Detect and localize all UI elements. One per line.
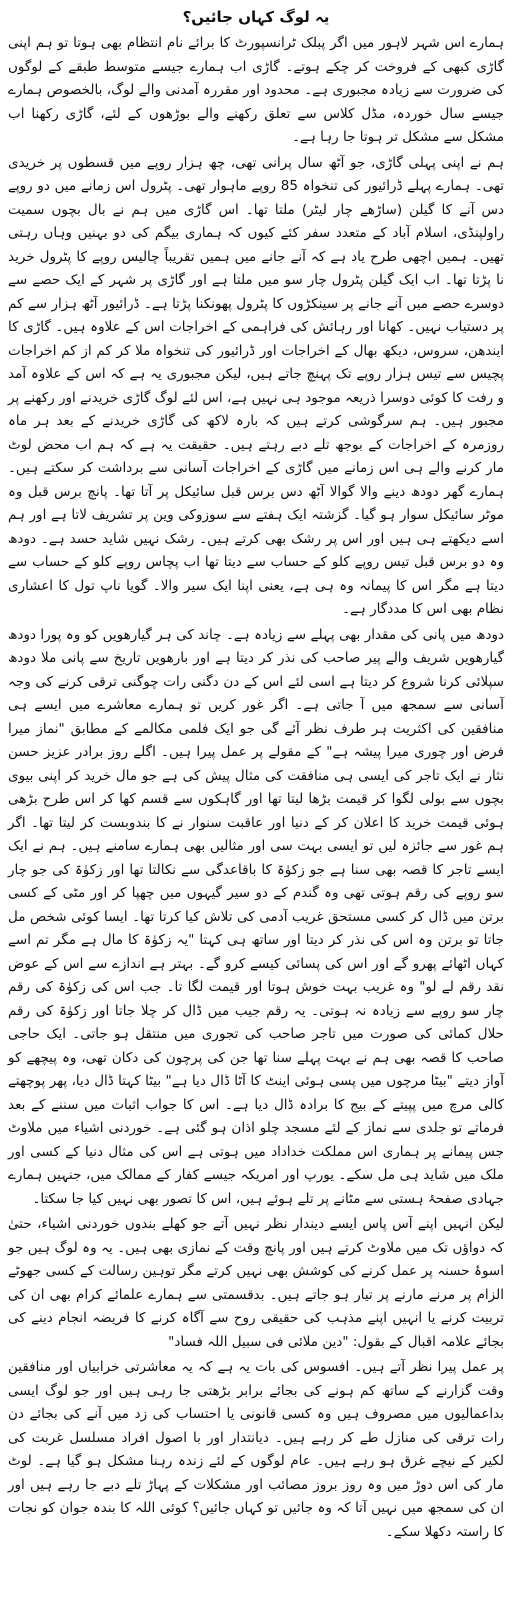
article-body — [8, 32, 504, 1544]
paragraph: ہم نے اپنی پہلی گاڑی، جو آٹھ سال پرانی تھی، چھ ہزار روپے میں قسطوں پر خریدی تھی۔ ہمارے پہلے ڈرائیور کی تنخواہ 85 روپے ماہوار تھی۔ پٹرول اس زمانے میں دو روپے دس آنے کا گیلن (ساڑھے چار لیٹر) ملتا تھا۔ اس گاڑی میں ہم نے بال بچوں سمیت راولپنڈی، اسلام آباد کے متعدد سفر کئے کیوں کہ ہماری بیگم کی دو بہنیں وہاں رہتی تھیں۔ ہمیں اچھی طرح یاد ہے کہ آنے جانے میں ہمیں تقریباً چالیس روپے کا پٹرول خرید نا پڑتا تھا۔ اب ایک گیلن پٹرول چار سو میں ملتا ہے اور گاڑی پر شہر کے ایک حصے سے دوسرے حصے میں آنے جانے پر سینکڑوں کا پٹرول پھونکنا پڑتا ہے۔ ڈرائیور آٹھ ہزار سے کم پر دستیاب نہیں۔ کھانا اور رہائش کی فراہمی کے اخراجات اس کے علاوہ ہیں۔ گاڑی کا ایندھن، سروس، دیکھ بھال کے اخراجات اور ڈرائیور کی تنخواہ ملا کر کم از کم اخراجات پچیس سے تیس ہزار روپے تک پہنچ جاتے ہیں، لیکن مجبوری یہ ہے کہ اس کے علاوہ آمد و رفت کا کوئی دوسرا ذریعہ موجود ہی نہیں ہے، اس لئے لوگ گاڑی خریدنے اور رکھنے پر مجبور ہیں۔ ہم سرگوشی کرتے ہیں کہ بارہ لاکھ کی گاڑی خریدنے کے بعد ہر ماہ روزمرہ کے اخراجات کے بوجھ تلے دبے رہتے ہیں۔ حقیقت یہ ہے کہ ہم اب محض لوٹ مار کرنے والے ہی اس زمانے میں گاڑی کے اخراجات آسانی سے برداشت کر سکتے ہیں۔ ہمارے گھر دودھ دینے والا گوالا آٹھ دس برس قبل سائیکل پر آتا تھا۔ پانچ برس قبل وہ موٹر سائیکل سوار ہو گیا۔ گزشتہ ایک ہفتے سے سوزوکی وین پر تشریف لاتا ہے اور ہم اسے دیکھتے ہی ہیں اور اس پر رشک بھی کرتے ہیں۔ رشک نہیں شاید حسد ہے۔ دودھ وہ دو برس قبل تیس روپے کلو کے حساب سے دیتا تھا اب پچاس روپے کلو کے حساب سے دیتا ہے مگر اس کا پیمانہ وہ ہی ہے، یعنی اپنا ایک سیر والا۔ گویا ناپ تول کا اعشاری نظام بھی اس کا مددگار ہے۔ — [8, 154, 504, 617]
paragraph: لیکن انہیں اپنے آس پاس ایسے دیندار نظر نہیں آتے جو کھلے بندوں خوردنی اشیاء، حتیٰ کہ دواؤں تک میں ملاوٹ کرتے ہیں اور پانچ وقت کے نمازی بھی ہیں۔ یہ وہ لوگ ہیں جو اسوۂ حسنہ پر عمل کرنے کی کوشش بھی نہیں کرتے مگر توہین رسالت کے کسی جھوٹے الزام پر مرنے مارنے پر تیار ہو جاتے ہیں۔ بدقسمتی سے ہمارے علمائے کرام بھی ان کی تربیت کرنے یا انہیں اپنے مذہب کی حقیقی روح سے آگاہ کرنے کا فریضہ انجام دینے کی بجائے علامہ اقبال کے بقول: "دین ملائی فی سبیل اللہ فساد" — [8, 1216, 504, 1350]
paragraph: پر عمل پیرا نظر آتے ہیں۔ افسوس کی بات یہ ہے کہ یہ معاشرتی خرابیاں اور منافقین وقت گزارنے کے ساتھ کم ہونے کی بجائے برابر بڑھتی جا رہی ہیں اور جو لوگ ایسی بداعمالیوں میں مصروف ہیں وہ کسی قانونی یا احتساب کی زد میں آنے کی بجائے دن رات ترقی کی منازل طے کر رہے ہیں۔ دیانتدار اور با اصول افراد مسلسل غربت کی لکیر کے نیچے غرق ہو رہے ہیں۔ عام لوگوں کے لئے زندہ رہنا مشکل ہو گیا ہے۔ لوٹ مار کی اس دوڑ میں وہ روز بروز مصائب اور مشکلات کے پہاڑ تلے دبے جا رہے ہیں اور ان کی سمجھ میں نہیں آتا کہ وہ جائیں تو کہاں جائیں؟ کوئی اللہ کا بندہ جوان کو نجات کا راستہ دکھلا سکے۔ — [8, 1359, 504, 1540]
paragraph: ہمارے اس شہر لاہور میں اگر پبلک ٹرانسپورٹ کا برائے نام انتظام بھی ہوتا تو ہم اپنی گاڑی کبھی کے فروخت کر چکے ہوتے۔ گاڑی اب ہمارے جیسے متوسط طبقے کے لوگوں کی ضرورت سے زیادہ مجبوری ہے۔ محدود اور مقررہ آمدنی والے لوگ، بالخصوص ہمارے جیسے سال خوردہ، مڈل کلاس سے تعلق رکھنے والے بوڑھوں کے لئے، گاڑی رکھنا اب مشکل سے مشکل تر ہوتا جا رہا ہے۔ — [8, 35, 504, 145]
paragraph: دودھ میں پانی کی مقدار بھی پہلے سے زیادہ ہے۔ چاند کی ہر گیارھویں کو وہ پورا دودھ گیارھویں شریف والے پیر صاحب کی نذر کر دیتا ہے اور بارھویں تاریخ سے پانی ملا دودھ سپلائی کرنا شروع کر دیتا ہے اسی لئے اس کے دن دگنی رات چوگنی ترقی کرنے کی وجہ آسانی سے سمجھ میں آ جاتی ہے۔ اگر غور کریں تو ہمارے معاشرے میں ایسے ہی منافقین کی اکثریت ہر طرف نظر آئے گی جو ایک فلمی مکالمے کے مطابق "نماز میرا فرض اور چوری میرا پیشہ ہے" کے مقولے پر عمل پیرا ہیں۔ اگلے روز برادر عزیز حسن نثار نے ایک تاجر کی ایسی ہی منافقت کی مثال پیش کی ہے جو مال خرید کر اپنی بیوی بچوں سے بولی لگوا کر قیمت بڑھا لیتا تھا اور گاہکوں سے قسم کھا کر اس طرح بڑھی ہوئی قیمت خرید کا اعلان کر کے دنیا اور عاقبت سنوار نے کا بندوبست کر لیتا تھا۔ اگر ہم غور سے جائزہ لیں تو ایسی بہت سی اور مثالیں بھی ہمارے سامنے ہیں۔ ہم نے ایک ایسے تاجر کا قصہ بھی سنا ہے جو زکوٰۃ کا باقاعدگی سے نکالتا تھا اور زکوٰۃ کی جو چار سو روپے کی رقم ہوتی تھی وہ گندم کے دو سیر گیہوں میں چھپا کر اور مٹی کے کسی برتن میں ڈال کر کسی مستحق غریب آدمی کی تلاش کیا کرتا تھا۔ ایسا کوئی شخص مل جاتا تو برتن وہ اس کی نذر کر دیتا اور ساتھ ہی کہتا "یہ زکوٰۃ کا مال ہے مگر تم اسے کہاں اٹھائے پھرو گے اور اس کی پسائی کیسے کرو گے۔ بہتر ہے اندازے سے اس کے عوض نقد رقم لے لو" وہ غریب بہت خوش ہوتا اور قیمت لگا تا۔ جب اس کی زکوٰۃ کی رقم چار سو روپے سے زیادہ نہ ہوتی۔ یہ رقم جیب میں ڈال کر چلا جاتا اور زکوٰۃ کی رقم حلال کمائی کی صورت میں تاجر صاحب کی تجوری میں منتقل ہو جاتی۔ ایک حاجی صاحب کا قصہ بھی ہم نے بہت پہلے سنا تھا جن کی پرچون کی دکان تھی، وہ پیچھے کو آواز دیتے "بیٹا مرچوں میں پسی ہوئی اینٹ کا آٹا ڈال دیا ہے" بیٹا کہتا ڈال دیا، پھر پوچھتے کالی مرچ میں پپیتے کے بیج کا برادہ ڈال دیا ہے۔ اس کا جواب اثبات میں سننے کے بعد فرماتے تو جلدی سے نماز کے لئے مسجد چلو اذان ہو گئی ہے۔ خوردنی اشیاء میں ملاوٹ جس پیمانے پر ہماری اس مملکت خداداد میں ہوتی ہے اس کی مثال دنیا کے کسی اور ملک میں شاید ہی مل سکے۔ یورپ اور امریکہ جیسے کفار کے ممالک میں، جنہیں ہمارے جہادی صفحۂ ہستی سے مٹانے پر تلے ہوئے ہیں، اس کا تصور بھی نہیں کیا جا سکتا۔ — [8, 626, 504, 1207]
article-title: یہ لوگ کہاں جائیں؟ — [182, 8, 330, 26]
